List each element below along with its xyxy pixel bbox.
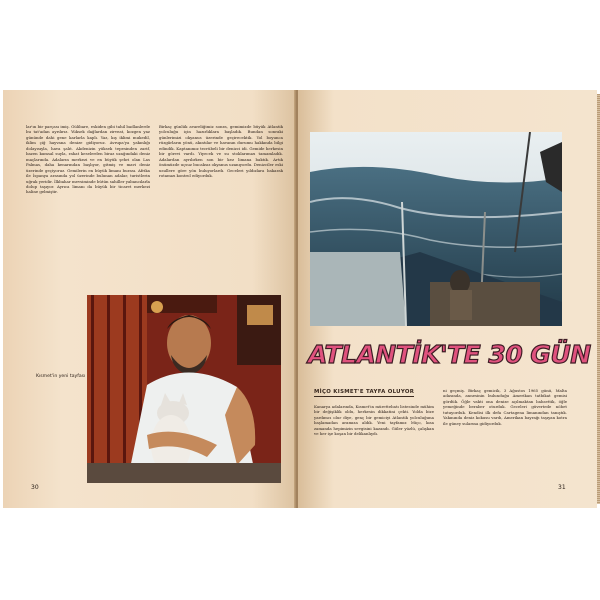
left-column-2-text: Birkaç günlük avareliğimiz sonra, gemimizde büyük Atlantik yolculuğu için hazırlıklara başladık. Bundan sonraki günlerimizi okyanus üzerinde geçirecektik. Yol boyunca rüzgârların yönü, akıntılar ve havanın durumu hakkında bilgi edindik. Kaptanımız tecrübeli bir denizci idi. Gemide herkesin bir görevi vardı. Yiyecek ve su stoklarımızı tamamladık. Adalardan ayrılırken son bir kez limana baktık. Artık önümüzde uçsuz bucaksız okyanus uzanıyordu. Denizciler eski usullere göre yön buluyorlardı. Geceleri yıldızlara bakarak rotamızı kontrol ediyorduk. bbox=[159, 124, 283, 179]
right-column-1-text: Kanarya adalarında, Kısmet'in mürettebatı listesinde mühim bir değişiklik oldu, herkesin dikkatini çekti. Yolda bize yardımcı olur diye, genç bir gemiciyi Atlantik yolculuğuna başlamadan aramıza aldık. Yeni tayfamız Miço, kısa zamanda hepimizin sevgisini kazandı. Güler yüzlü, çalışkan ve her işe koşan bir delikanlıydı. bbox=[314, 404, 434, 437]
photo-caption: Kısmet'in yeni tayfası bbox=[36, 374, 86, 379]
right-column-1 bbox=[314, 404, 434, 484]
left-column-2 bbox=[159, 124, 283, 294]
left-page-number: 30 bbox=[31, 484, 39, 491]
sailor-with-cat-photo bbox=[87, 295, 281, 483]
left-column-1-text: lar'ın bir parçası imiş. Gülibare, eskiden gibi tahil badlanlerde bu tat'adan ayrılırız. Yüksek dağlardan zirveat, kozgen yaz gününde dahi gene karlarla kaplı. Yaz, kış iklimi mukedil, iklim çiğ hayvana denize gidiyoruz. Avrupa'ya yakınlığı dolayısıyla, hava şalıt. Akdenizin yüksek tepesinden zarif, bazen kumsal suyla, rahat keselerden biraz uzağındaki deniz maçlarında. Adaların merkezi ve en büyük şehri olan Las Palmas, daha kenarından başlıyor, gitmiş ve mavi deniz üzerinde geçiyoruz. Gemilerin en büyük limanı burası. Afrika ile İspanya arasında yol üzerinde bulunan adalar, turistlerin uğrak yeridir. İlkbahar mevsiminde bütün sahiller yabancılarla dolup taşıyor. Ayrıca limanı da büyük bir ticaret merkezi haline gelmiştir. bbox=[26, 124, 150, 195]
left-column-1 bbox=[26, 124, 150, 294]
article-headline: ATLANTİK'TE 30 GÜN bbox=[308, 340, 591, 369]
ocean-deck-illustration bbox=[310, 132, 562, 326]
left-page bbox=[3, 90, 296, 508]
right-page-number: 31 bbox=[558, 484, 566, 491]
right-column-2-text: ni geçmiş. Birkaç gemicik, 3 Ağustos 1965 günü, Malta adasında, annesinin bulunduğu Amerikan tatbikat gemisi gördük. Öğle vakti ona denize açılmaktan bahsettik, öğle yemeğinde beraber oturduk. Geceleri güvertede nöbet tutuyorduk. Kendisi ilk defa Cartagena limanından tanıştık. Yakınında deniz kokusu vardı, Amerikan bayrağı taşıyan kotra ile güney sularına gidiyorduk. bbox=[443, 388, 567, 426]
article-subheadline: MİÇO KISMET'E TAYFA OLUYOR bbox=[314, 389, 415, 395]
right-column-2 bbox=[443, 388, 567, 484]
magazine-spread bbox=[3, 90, 597, 508]
sailor-with-cat-illustration bbox=[87, 295, 281, 483]
sailing-ocean-photo bbox=[310, 132, 562, 326]
right-page bbox=[298, 90, 597, 508]
